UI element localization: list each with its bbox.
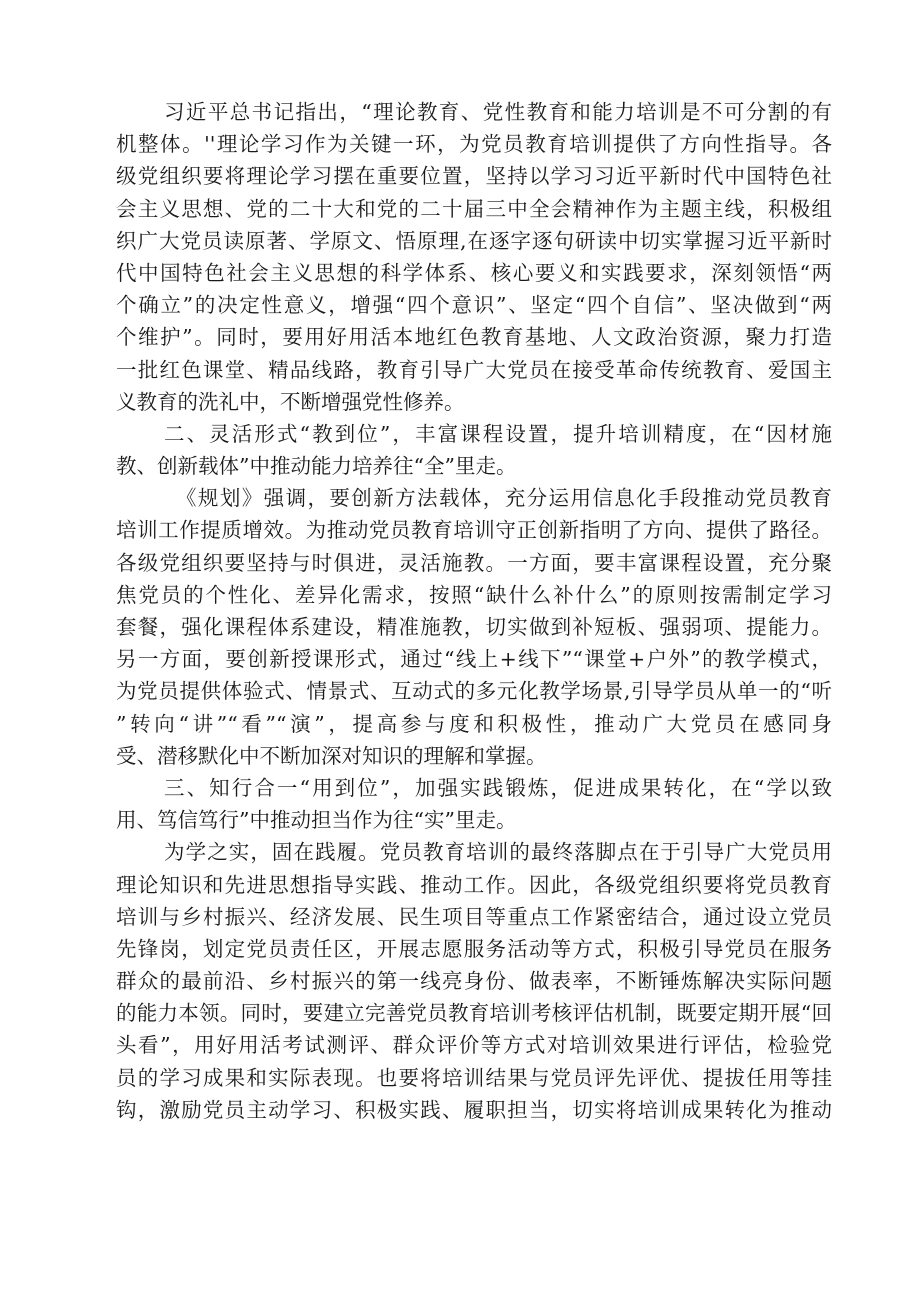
paragraph-1-line-9: 一批红色课堂、精品线路，教育引导广大党员在接受革命传统教育、爱国主 [116, 357, 832, 382]
section-heading-2-line-1: 二、灵活形式“教到位”，丰富课程设置，提升培训精度，在“因材施 [164, 421, 832, 446]
paragraph-5-line-3: 培训与乡村振兴、经济发展、民生项目等重点工作紧密结合，通过设立党员 [116, 904, 832, 929]
paragraph-3-line-7: 为党员提供体验式、情景式、互动式的多元化教学场景,引导学员从单一的“听 [116, 679, 832, 704]
paragraph-5-line-9: 钩，激励党员主动学习、积极实践、履职担当，切实将培训成果转化为推动 [116, 1097, 832, 1122]
paragraph-3-line-8: ”转向“讲”“看”“演”，提高参与度和积极性，推动广大党员在感同身 [116, 711, 832, 736]
paragraph-1-line-4: 会主义思想、党的二十大和党的二十届三中全会精神作为主题主线，积极组 [116, 196, 832, 221]
paragraph-3-line-5: 套餐，强化课程体系建设，精准施教，切实做到补短板、强弱项、提能力。 [116, 615, 832, 639]
paragraph-1-line-7: 个确立”的决定性意义，增强“四个意识”、坚定“四个自信”、坚决做到“两 [116, 293, 832, 318]
paragraph-1-line-5: 织广大党员读原著、学原文、悟原理,在逐字逐句研读中切实掌握习近平新时 [116, 228, 832, 253]
paragraph-5-line-5: 群众的最前沿、乡村振兴的第一线亮身份、做表率，不断锤炼解决实际问题 [116, 969, 832, 994]
paragraph-1-line-2: 机整体。''理论学习作为关键一环，为党员教育培训提供了方向性指导。各 [116, 132, 832, 157]
paragraph-3-line-4: 焦党员的个性化、差异化需求，按照“缺什么补什么”的原则按需制定学习 [116, 582, 832, 607]
paragraph-5-line-6: 的能力本领。同时，要建立完善党员教育培训考核评估机制，既要定期开展“回 [116, 1001, 832, 1026]
section-heading-3-line-1: 三、知行合一“用到位”，加强实践锻炼，促进成果转化，在“学以致 [164, 775, 832, 800]
paragraph-5-line-2: 理论知识和先进思想指导实践、推动工作。因此，各级党组织要将党员教育 [116, 872, 832, 897]
paragraph-3-line-2: 培训工作提质增效。为推动党员教育培训守正创新指明了方向、提供了路径。 [116, 518, 832, 543]
paragraph-3-line-6: 另一方面，要创新授课形式，通过“线上+线下”“课堂+户外”的教学模式， [116, 647, 832, 672]
paragraph-5-line-8: 员的学习成果和实际表现。也要将培训结果与党员评先评优、提拔任用等挂 [116, 1065, 832, 1090]
document-body [116, 96, 832, 1126]
section-heading-3-line-2: 用、笃信笃行”中推动担当作为往“实”里走。 [116, 808, 517, 833]
paragraph-1-line-10: 义教育的洗礼中，不断增强党性修养。 [116, 389, 465, 414]
paragraph-1-line-6: 代中国特色社会主义思想的科学体系、核心要义和实践要求，深刻领悟“两 [116, 260, 832, 285]
paragraph-3-line-9: 受、潜移默化中不断加深对知识的理解和掌握。 [116, 743, 547, 768]
paragraph-5-line-7: 头看”，用好用活考试测评、群众评价等方式对培训效果进行评估，检验党 [116, 1033, 832, 1058]
section-heading-2-line-2: 教、创新载体”中推动能力培养往“全”里走。 [116, 454, 517, 479]
paragraph-5-line-1: 为学之实，固在践履。党员教育培训的最终落脚点在于引导广大党员用 [164, 840, 832, 865]
paragraph-3-line-1: 《规划》强调，要创新方法载体，充分运用信息化手段推动党员教育 [176, 486, 832, 511]
paragraph-3-line-3: 各级党组织要坚持与时俱进，灵活施教。一方面，要丰富课程设置，充分聚 [116, 550, 832, 575]
paragraph-1-line-1: 习近平总书记指出，“理论教育、党性教育和能力培训是不可分割的有 [164, 100, 832, 124]
paragraph-1-line-8: 个维护”。同时，要用好用活本地红色教育基地、人文政治资源，聚力打造 [116, 325, 832, 350]
paragraph-5-line-4: 先锋岗，划定党员责任区，开展志愿服务活动等方式，积极引导党员在服务 [116, 936, 832, 961]
paragraph-1-line-3: 级党组织要将理论学习摆在重要位置，坚持以学习习近平新时代中国特色社 [116, 164, 832, 189]
